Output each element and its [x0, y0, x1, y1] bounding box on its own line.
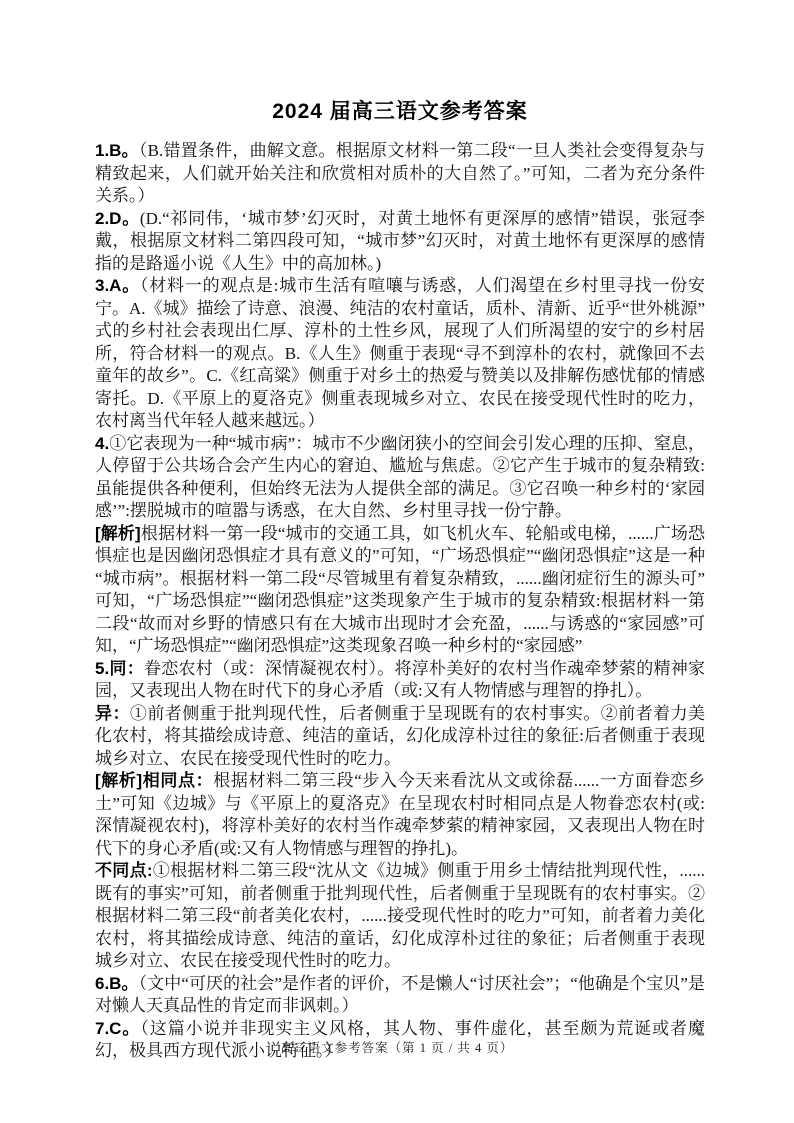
- answer-text: 根据材料二第三段“步入今天来看沈从文或徐磊......一方面眷恋乡土”可知《边城》与《平原上的夏洛克》在呈现农村时相同点是人物眷恋农村(或:深情凝视农村)，将淳朴美好的农村当作魂牵梦萦的精神家园，又表现出人物在时代下的身心矛盾(或:又有人物情感与理智的挣扎)。: [95, 771, 705, 858]
- answers-list: [95, 140, 705, 1063]
- answer-label: 6.B。: [95, 973, 139, 993]
- answer-text: ①它表现为一种“城市病”：城市不少幽闭狭小的空间会引发心理的压抑、窒息，人停留于公共场合会产生内心的窘迫、尴尬与焦虑。②它产生于城市的复杂精致:虽能提供各种便利，但始终无法为人提供全部的满足。③它召唤一种乡村的‘家园感’”:摆脱城市的喧嚣与诱惑，在大自然、乡村里寻找一份宁静。: [95, 433, 705, 520]
- page-title: 2024 届高三语文参考答案: [272, 100, 528, 123]
- answer-paragraph: [95, 973, 705, 1018]
- answer-label: 不同点:: [95, 861, 153, 880]
- answer-label: [解析]: [95, 523, 141, 543]
- answer-paragraph: [95, 860, 705, 973]
- answer-paragraph: [95, 770, 705, 860]
- answer-paragraph: [95, 208, 705, 276]
- answer-text: （这篇小说并非现实主义风格，其人物、事件虚化，甚至颇为荒诞或者魔幻，极具西方现代派小说特征。）: [95, 1018, 705, 1060]
- answer-text: 眷恋农村（或：深情凝视农村）。将淳朴美好的农村当作魂牵梦萦的精神家园，又表现出人物在时代下的身心矛盾（或:又有人物情感与理智的挣扎）。: [95, 658, 705, 700]
- answer-text: 根据材料一第一段“城市的交通工具，如飞机火车、轮船或电梯，......广场恐惧症也是因幽闭恐惧症才具有意义的”可知，“广场恐惧症”“幽闭恐惧症”这是一种“城市病”。根据材料一第二段“尽管城里有着复杂精致，......幽闭症衍生的源头可”可知，“广场恐惧症”“幽闭恐惧症”这类现象产生于城市的复杂精致:根据材料一第二段“故而对乡野的情感只有在大城市出现时才会充盈，......与诱惑的“家园感”可知，“广场恐惧症”“幽闭恐惧症”这类现象召唤一种乡村的“家园感”: [95, 523, 706, 655]
- answer-label: 1.B。: [95, 141, 139, 160]
- answer-paragraph: [95, 433, 705, 523]
- answer-text: (D.“祁同伟，‘城市梦’幻灭时，对黄土地怀有更深厚的感情”错误，张冠李戴，根据原文材料二第四段可知，“城市梦”幻灭时，对黄土地怀有更深厚的感情指的是路遥小说《人生》中的高加林。): [95, 208, 705, 273]
- answer-paragraph: [95, 275, 705, 433]
- answer-label: [解析]相同点：: [95, 771, 214, 790]
- answer-paragraph: [95, 140, 705, 208]
- answer-paragraph: [95, 703, 705, 771]
- answer-text: ①前者侧重于批判现代性，后者侧重于呈现既有的农村事实。②前者着力美化农村，将其描绘成诗意、纯洁的童话，幻化成淳朴过往的象征:后者侧重于表现城乡对立、农民在接受现代性时的吃力。: [95, 703, 706, 768]
- answer-text: （文中“可厌的社会”是作者的评价，不是懒人“讨厌社会”；“他确是个宝贝”是对懒人天真品性的肯定而非讽刺。）: [95, 973, 705, 1015]
- answer-label: 3.A。: [95, 276, 141, 295]
- answer-text: ①根据材料二第三段“沈从文《边城》侧重于用乡土情结批判现代性，......既有的事实”可知，前者侧重于批判现代性，后者侧重于呈现既有的农村事实。②根据材料二第三段“前者美化农村，......接受现代性时的吃力”可知，前者着力美化农村，将其描绘成诗意、纯洁的童话，幻化成淳朴过往的象征；后者侧重于表现城乡对立、农民在接受现代性时的吃力。: [95, 861, 705, 970]
- answer-paragraph: [95, 658, 705, 703]
- answer-label: 2.D。: [95, 208, 140, 228]
- answer-label: 异：: [95, 703, 130, 723]
- document-content: [95, 98, 705, 1063]
- page-footer: 高三语文参考答案（第 1 页 / 共 4 页）: [280, 1041, 514, 1055]
- answer-label: 5.同：: [95, 658, 144, 678]
- answer-label: 4.: [95, 433, 110, 453]
- answer-label: 7.C。: [95, 1018, 141, 1038]
- answer-paragraph: [95, 523, 705, 658]
- answer-text: （B.错置条件，曲解文意。根据原文材料一第二段“一旦人类社会变得复杂与精致起来，人们就开始关注和欣赏相对质朴的大自然了。”可知，二者为充分条件关系。）: [95, 141, 705, 205]
- answer-text: （材料一的观点是:城市生活有喧嚷与诱惑，人们渴望在乡村里寻找一份安宁。A.《城》描绘了诗意、浪漫、纯洁的农村童话，质朴、清新、近乎“世外桃源”式的乡村社会表现出仁厚、淳朴的土性乡风，展现了人们所渴望的安宁的乡村居所，符合材料一的观点。B.《人生》侧重于表现“寻不到淳朴的农村，就像回不去童年的故乡”。C.《红高粱》侧重于对乡土的热爱与赞美以及排解伤感忧郁的情感寄托。D.《平原上的夏洛克》侧重表现城乡对立、农民在接受现代性时的吃力，农村离当代年轻人越来越远。）: [95, 276, 705, 430]
